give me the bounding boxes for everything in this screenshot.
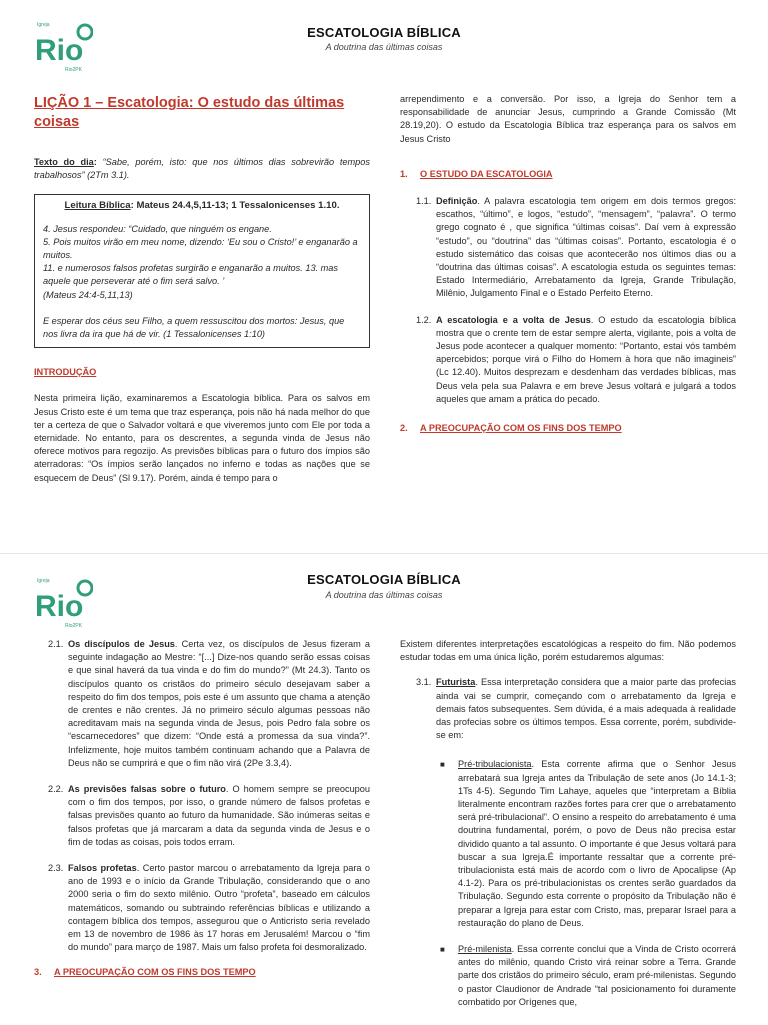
page-2 bbox=[0, 553, 768, 1025]
bullet-icon: ■ bbox=[440, 945, 445, 955]
section-3-heading: 3. A PREOCUPAÇÃO COM OS FINS DOS TEMPO bbox=[34, 967, 256, 978]
item-2-3: 2.3. Falsos profetas. Certo pastor marcou o arrebatamento da Igreja para o ano de 1993 e o início da Grande Tribulação, considerando que o ano 2000 seria o fim do sexto milênio. Outro “profeta”, baseado em cálculos matemáticos, somando ou subtraindo referências bíblicas e utilizando a contagem bíblica dos tempos, assegurou que o Anticristo seria revelado em 13 de novembro de 1986 às 17 horas em Jerusalém! Marcou o “fim do mundo” para março de 1987. Mais um falso profeta foi desmoralizado. bbox=[48, 863, 370, 953]
box-line: E esperar dos céus seu Filho, a quem ressuscitou dos mortos: Jesus, que nos livra da ira que há de vir. (1 Tessalonicenses 1:10) bbox=[43, 315, 345, 340]
page1-left-column bbox=[34, 94, 370, 485]
box-line: 11. e numerosos falsos profetas surgirão e enganarão a muitos. 13. mas aquele que perseverar até o fim será salvo. ’ bbox=[43, 263, 339, 287]
box-line: 4. Jesus respondeu: “Cuidado, que ninguém os engane. bbox=[43, 223, 272, 234]
lesson-title: LIÇÃO 1 – Escatologia: O estudo das últimas coisas bbox=[34, 95, 345, 130]
bullet-pre-tribulacionista: ■ Pré-tribulacionista. Esta corrente afirma que o Senhor Jesus arrebatará sua Igreja antes da Tribulação de sete anos (Jo 14.1-3; 1Ts 4-5). Segundo Tim Lahaye, aqueles que “interpretam a Bíblia literalmente encontram razões fortes para crer que o arrebatamento será pré-tribulacional”. O ensino a respeito do arrebatamento é uma doutrina fundamental, porém, o povo de Deus não precisa estar dividido quanto a tal assunto. O importante é que Jesus voltará para buscar a sua Igreja.É importante ressaltar que a corrente pré-tribulacionista está mais de acordo com o livro de Apocalipse (Ap 4.1-2). Para os pré-tribulacionistas os crentes serão guardados da Tribulação. Segundo esta corrente o propósito da Tribulação não é preparar a Igreja para estar com Cristo, mas, preparar Israel para a restauração do plano de Deus. bbox=[440, 758, 736, 930]
intro-text: Nesta primeira lição, examinaremos a Escatologia bíblica. Para os salvos em Jesus Cristo este é um tema que traz esperança, pois não há nada melhor do que ter a certeza de que o Salvador voltará e que viveremos junto com Ele por toda a eternidade. No entanto, para os descrentes, a segunda vinda de Jesus não oferece motivos para regozijo. As previsões bíblicas para o futuro dos ímpios são aterradoras: “Os ímpios serão lançados no inferno e todas as nações que se esquecem de Deus” (Sl 9.17). Porém, ainda é tempo para o bbox=[34, 393, 370, 483]
page2-left-column bbox=[34, 638, 370, 980]
bullet-icon: ■ bbox=[440, 760, 445, 770]
texto-do-dia: Texto do dia: “Sabe, porém, isto: que nos últimos dias sobrevirão tempos trabalhosos” (2Tm 3.1). bbox=[34, 157, 370, 181]
header-title: ESCATOLOGIA BÍBLICA bbox=[307, 25, 461, 40]
box-line: 5. Pois muitos virão em meu nome, dizendo: ‘Eu sou o Cristo!’ e enganarão a muitos. bbox=[43, 236, 358, 261]
item-1-1: 1.1. Definição. A palavra escatologia tem origem em dois termos gregos: escathos, “último”, e logos, “estudo”, “mensagem”, “palavra”. O termo grego cognato é , que significa “últimas coisas”. Daí vem à expressão “estudo”, ou “doutrina” das “últimas coisas”. Portanto, escatologia é o estudo sistemático das coisas que acontecerão nos últimos dias ou a “doutrina das últimas coisas”. A escatologia estuda os seguintes temas: Estado Intermediário, Arrebatamento da Igreja, Grande Tribulação, Milênio, Julgamento Final e o Estado Perfeito Eterno. bbox=[416, 196, 736, 299]
interpretations-intro: Existem diferentes interpretações escatológicas a respeito do fim. Não podemos estudar todas em uma única lição, porém estudaremos algumas: bbox=[400, 639, 736, 663]
leitura-biblica-box bbox=[34, 194, 370, 348]
svg-text:Rio: Rio bbox=[35, 34, 84, 67]
svg-text:Rio2PK: Rio2PK bbox=[65, 623, 82, 629]
item-2-2: 2.2. As previsões falsas sobre o futuro. O homem sempre se preocupou com o fim dos tempos, por isso, o grande número de falsos profetas e falsas previsões quanto ao futuro da humanidade. São inúmeras seitas e falsos profetas que já marcaram a data da segunda vinda de Jesus e o fim de todas as coisas, pois todos erram. bbox=[48, 784, 371, 847]
svg-text:Rio: Rio bbox=[35, 590, 84, 623]
leitura-biblica-heading: Leitura Bíblica: Mateus 24.4,5,11-13; 1 Tessalonicenses 1.10. bbox=[64, 200, 340, 212]
item-2-1: 2.1. Os discípulos de Jesus. Certa vez, os discípulos de Jesus fizeram a seguinte indagação ao Mestre: “[...] Dize-nos quando serão essas coisas e que sinal haverá da tua vinda e do fim do mundo?” (Mt 24.3). Tanto os discípulos quanto os cristãos do primeiro século desejavam saber a respeito do fim dos tempos, pois este é um assunto que chama a atenção de crentes e não crentes. Já no primeiro século algumas pessoas não acreditavam mais na segunda vinda de Jesus, pois Pedro fala sobre os “escarnecedores” que dizem: “Onde está a promessa da sua vinda?”. Infelizmente, hoje muitos também continuam achando que a Palavra de Deus não se cumprirá e que o fim não virá (2Pe 3.3,4). bbox=[48, 639, 371, 768]
item-1-2: 1.2. A escatologia e a volta de Jesus. O estudo da escatologia bíblica mostra que o crente tem de estar sempre alerta, vigilante, pois a volta de Jesus pode acontecer a qualquer momento: “Portanto, estai vós também apercebidos; porque virá o Filho do Homem à hora que não imagineis” (Lc 12.40). Muitos desprezam e desdenham das verdades bíblicas, mas Deus vela pela sua Palavra e em breve Jesus voltará e julgará a todos aqueles que amam a prática do pecado. bbox=[416, 314, 736, 404]
box-line: (Mateus 24:4-5,11,13) bbox=[43, 289, 133, 300]
header-title: ESCATOLOGIA BÍBLICA bbox=[307, 572, 461, 587]
page1-right-column bbox=[400, 93, 736, 435]
header-subtitle: A doutrina das últimas coisas bbox=[325, 590, 443, 600]
bullet-pre-milenista: ■ Pré-milenista. Essa corrente conclui que a Vinda de Cristo ocorrerá antes do milênio, quando Cristo virá reinar sobre a Terra. Grande parte dos cristãos do primeiro século, eram pré-milenistas. Segundo o pastor Claudionor de Andrade “tal posicionamento foi duramente combatido por Orígenes que, bbox=[440, 943, 736, 1009]
svg-text:Rio2PK: Rio2PK bbox=[65, 67, 82, 73]
section-2-heading: 2. A PREOCUPAÇÃO COM OS FINS DOS TEMPO bbox=[400, 423, 622, 434]
svg-text:Igreja: Igreja bbox=[37, 578, 50, 584]
item-3-1: 3.1. Futurista. Essa interpretação considera que a maior parte das profecias ainda vai se cumprir, começando com o arrebatamento da Igreja e demais fatos subsequentes. Sem dúvida, é a mais adequada à realidade das profecias sobre os últimos tempos. Essa corrente, porém, subdivide-se em: bbox=[416, 677, 736, 741]
section-1-heading: 1. O ESTUDO DA ESCATOLOGIA bbox=[400, 168, 553, 179]
header-subtitle: A doutrina das últimas coisas bbox=[325, 42, 443, 52]
intro-continuation: arrependimento e a conversão. Por isso, a Igreja do Senhor tem a responsabilidade de anunciar Jesus, cumprindo a Grande Comissão (Mt 28.19,20). O estudo da Escatologia Bíblica traz esperança para os salvos em Jesus Cristo bbox=[400, 94, 736, 144]
page2-right-column bbox=[400, 638, 736, 1009]
intro-heading: INTRODUÇÃO bbox=[34, 367, 97, 378]
svg-text:Igreja: Igreja bbox=[37, 22, 50, 28]
